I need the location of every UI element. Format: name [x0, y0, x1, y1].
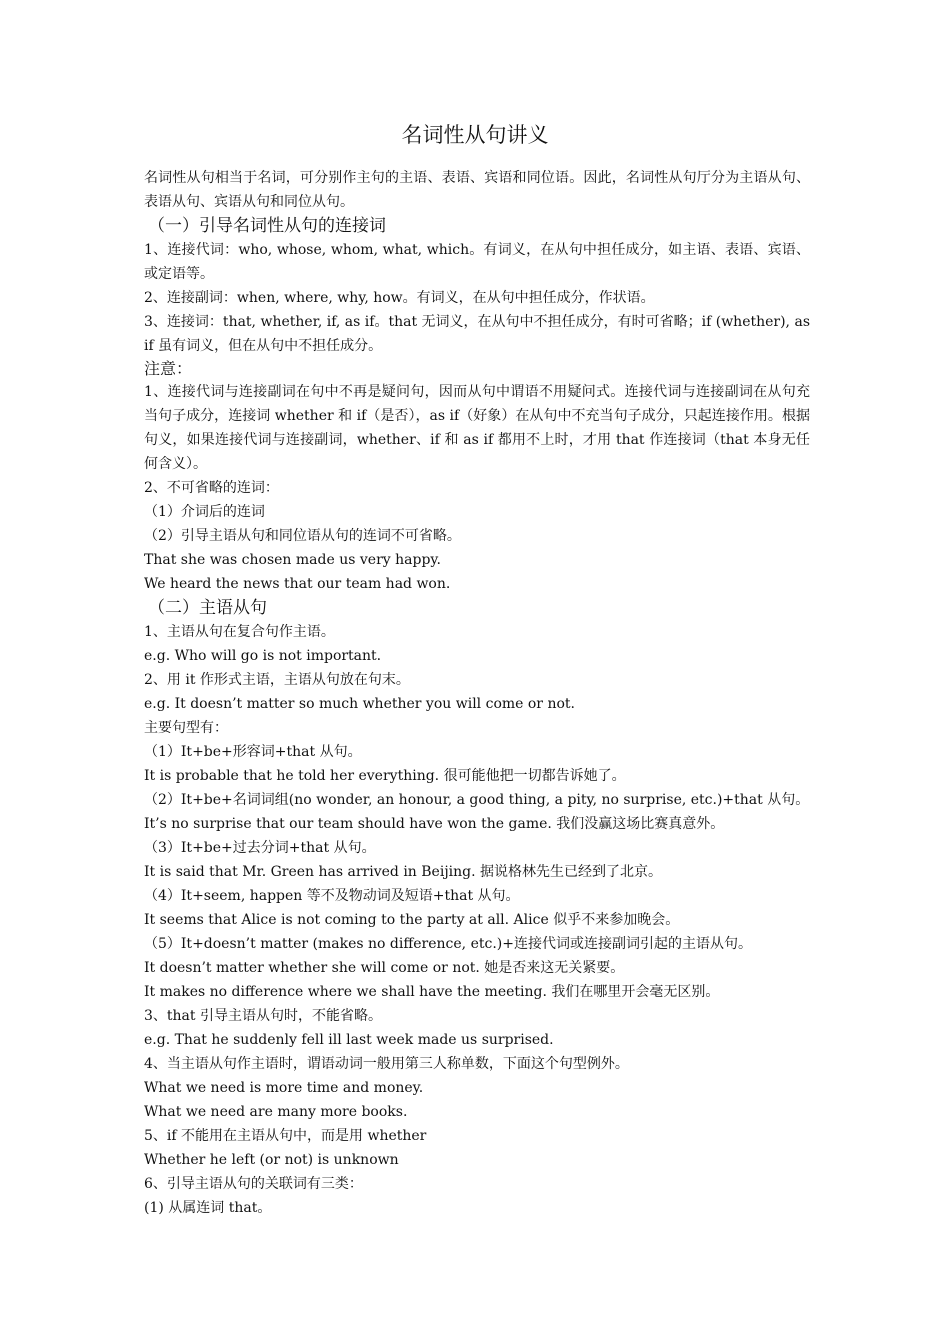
example-sentence: What we need are many more books. [144, 1104, 408, 1120]
list-item: (1) 从属连词 that。 [144, 1200, 272, 1216]
example-sentence: It is probable that he told her everything. 很可能他把一切都告诉她了。 [144, 768, 626, 784]
note-item-preposition: （1）介词后的连词 [144, 504, 265, 520]
example-sentence: What we need is more time and money. [144, 1080, 424, 1096]
pattern-item: （2）It+be+名词词组(no wonder, an honour, a good thing, a pity, no surprise, etc.)+that 从句。 [144, 792, 810, 808]
pattern-item: （5）It+doesn’t matter (makes no difference, etc.)+连接代词或连接副词引起的主语从句。 [144, 936, 752, 952]
list-item: 5、if 不能用在主语从句中，而是用 whether [144, 1128, 427, 1144]
example-sentence: e.g. That he suddenly fell ill last week made us surprised. [144, 1032, 554, 1048]
example-sentence: Whether he left (or not) is unknown [144, 1152, 399, 1168]
example-sentence: It seems that Alice is not coming to the party at all. Alice 似乎不来参加晚会。 [144, 912, 680, 928]
note-paragraph-1: 1、连接代词与连接副词在句中不再是疑问句，因而从句中谓语不用疑问式。连接代词与连接副词在从句充当句子成分，连接词 whether 和 if（是否），as if（好象）在从句中不充当句子成分，只起连接作用。根据句义，如果连接代词与连接副词，whether、if 和 as if 都用不上时，才用 that 作连接词（that 本身无任何含义）。 [144, 384, 810, 472]
list-item: 2、用 it 作形式主语，主语从句放在句末。 [144, 672, 410, 688]
pattern-item: （4）It+seem, happen 等不及物动词及短语+that 从句。 [144, 888, 520, 904]
example-sentence: That she was chosen made us very happy. [144, 552, 441, 568]
intro-paragraph: 名词性从句相当于名词，可分别作主句的主语、表语、宾语和同位语。因此，名词性从句厅分为主语从句、表语从句、宾语从句和同位从句。 [144, 170, 810, 210]
paragraph-conjunctions: 3、连接词：that, whether, if, as if。that 无词义，在从句中不担任成分，有时可省略；if (whether), as if 虽有词义，但在从句中不担任成分。 [144, 314, 810, 354]
pattern-item: （1）It+be+形容词+that 从句。 [144, 744, 362, 760]
paragraph-connective-pronouns: 1、连接代词：who, whose, whom, what, which。有词义，在从句中担任成分，如主语、表语、宾语、或定语等。 [144, 242, 810, 282]
example-sentence: e.g. It doesn’t matter so much whether you will come or not. [144, 696, 575, 712]
note-item-subject-appositive: （2）引导主语从句和同位语从句的连词不可省略。 [144, 528, 461, 544]
list-item: 主要句型有： [144, 720, 228, 736]
example-sentence: e.g. Who will go is not important. [144, 648, 382, 664]
section-heading-subject-clause: （二）主语从句 [148, 598, 267, 618]
section-heading-connectives: （一）引导名词性从句的连接词 [148, 216, 386, 236]
paragraph-connective-adverbs: 2、连接副词：when, where, why, how。有词义，在从句中担任成分，作状语。 [144, 290, 655, 306]
example-sentence: It is said that Mr. Green has arrived in Beijing. 据说格林先生已经到了北京。 [144, 864, 663, 880]
note-label: 注意： [144, 359, 193, 378]
document-body [144, 166, 810, 1220]
example-sentence: It makes no difference where we shall have the meeting. 我们在哪里开会毫无区别。 [144, 984, 720, 1000]
pattern-item: （3）It+be+过去分词+that 从句。 [144, 840, 376, 856]
note-paragraph-2: 2、不可省略的连词： [144, 480, 279, 496]
list-item: 6、引导主语从句的关联词有三类： [144, 1176, 363, 1192]
example-sentence: It doesn’t matter whether she will come or not. 她是否来这无关紧要。 [144, 960, 625, 976]
list-item: 1、主语从句在复合句作主语。 [144, 624, 335, 640]
example-sentence: We heard the news that our team had won. [144, 576, 451, 592]
list-item: 3、that 引导主语从句时，不能省略。 [144, 1008, 382, 1024]
page-title: 名词性从句讲义 [401, 123, 549, 147]
list-item: 4、当主语从句作主语时，谓语动词一般用第三人称单数，下面这个句型例外。 [144, 1056, 629, 1072]
example-sentence: It’s no surprise that our team should have won the game. 我们没赢这场比赛真意外。 [144, 816, 725, 832]
